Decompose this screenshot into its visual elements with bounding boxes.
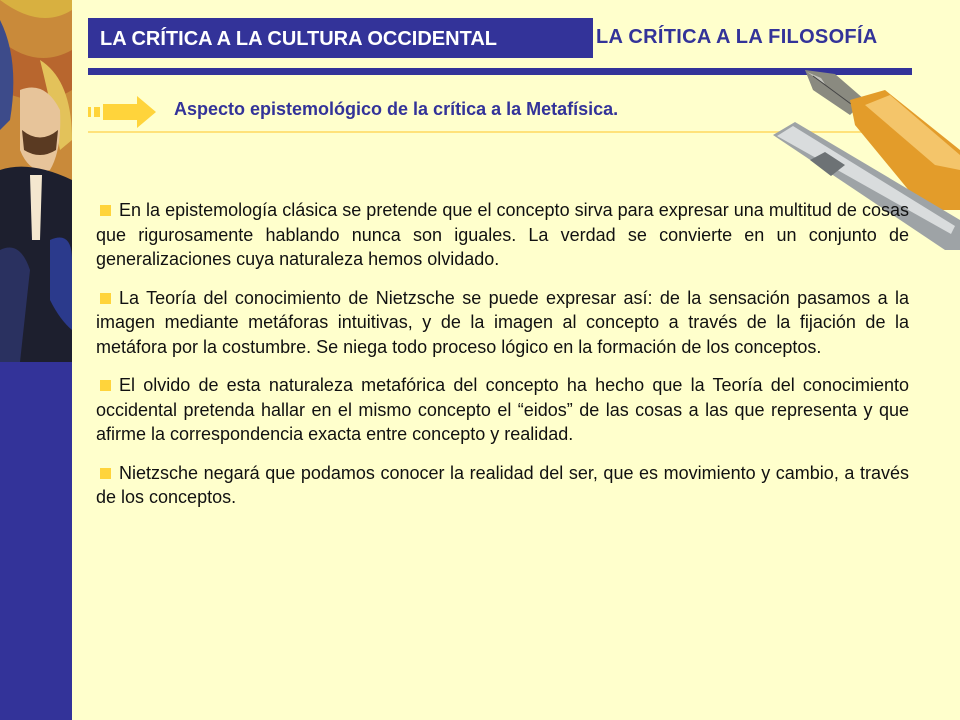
- tab-critica-cultura-occidental[interactable]: LA CRÍTICA A LA CULTURA OCCIDENTAL: [88, 18, 593, 58]
- bullet-square-icon: [100, 293, 111, 304]
- paragraph: [96, 286, 909, 360]
- arrow-right-icon: [88, 95, 158, 129]
- paragraph: [96, 373, 909, 447]
- bullet-square-icon: [100, 380, 111, 391]
- paragraph-text: Nietzsche negará que podamos conocer la realidad del ser, que es movimiento y cambio, a través de los conceptos.: [96, 462, 909, 507]
- paragraph: [96, 461, 909, 510]
- tab-critica-filosofia[interactable]: LA CRÍTICA A LA FILOSOFÍA: [596, 26, 878, 48]
- paragraph-text: El olvido de esta naturaleza metafórica del concepto ha hecho que la Teoría del conocimiento occidental pretenda hallar en el mismo concepto el “eidos” de las cosas a las que representa y que afirme la correspondencia exacta entre concepto y realidad.: [96, 375, 909, 444]
- section-subtitle: Aspecto epistemológico de la crítica a la Metafísica.: [174, 99, 619, 119]
- paragraph: [96, 198, 909, 272]
- body-text: [96, 198, 909, 524]
- paragraph-text: En la epistemología clásica se pretende que el concepto sirva para expresar una multitud de cosas que rigurosamente hablando nunca son iguales. La verdad se convierte en un conjunto de generalizaciones cuya naturaleza hemos olvidado.: [96, 200, 909, 269]
- nietzsche-portrait-image: [0, 0, 72, 362]
- paragraph-text: La Teoría del conocimiento de Nietzsche se puede expresar así: de la sensación pasamos a la imagen mediante metáforas intuitivas, y de la imagen al concepto a través de la fijación de la metáfora por la costumbre. Se niega todo proceso lógico en la formación de los conceptos.: [96, 287, 909, 357]
- bullet-square-icon: [100, 468, 111, 479]
- bullet-square-icon: [100, 205, 111, 216]
